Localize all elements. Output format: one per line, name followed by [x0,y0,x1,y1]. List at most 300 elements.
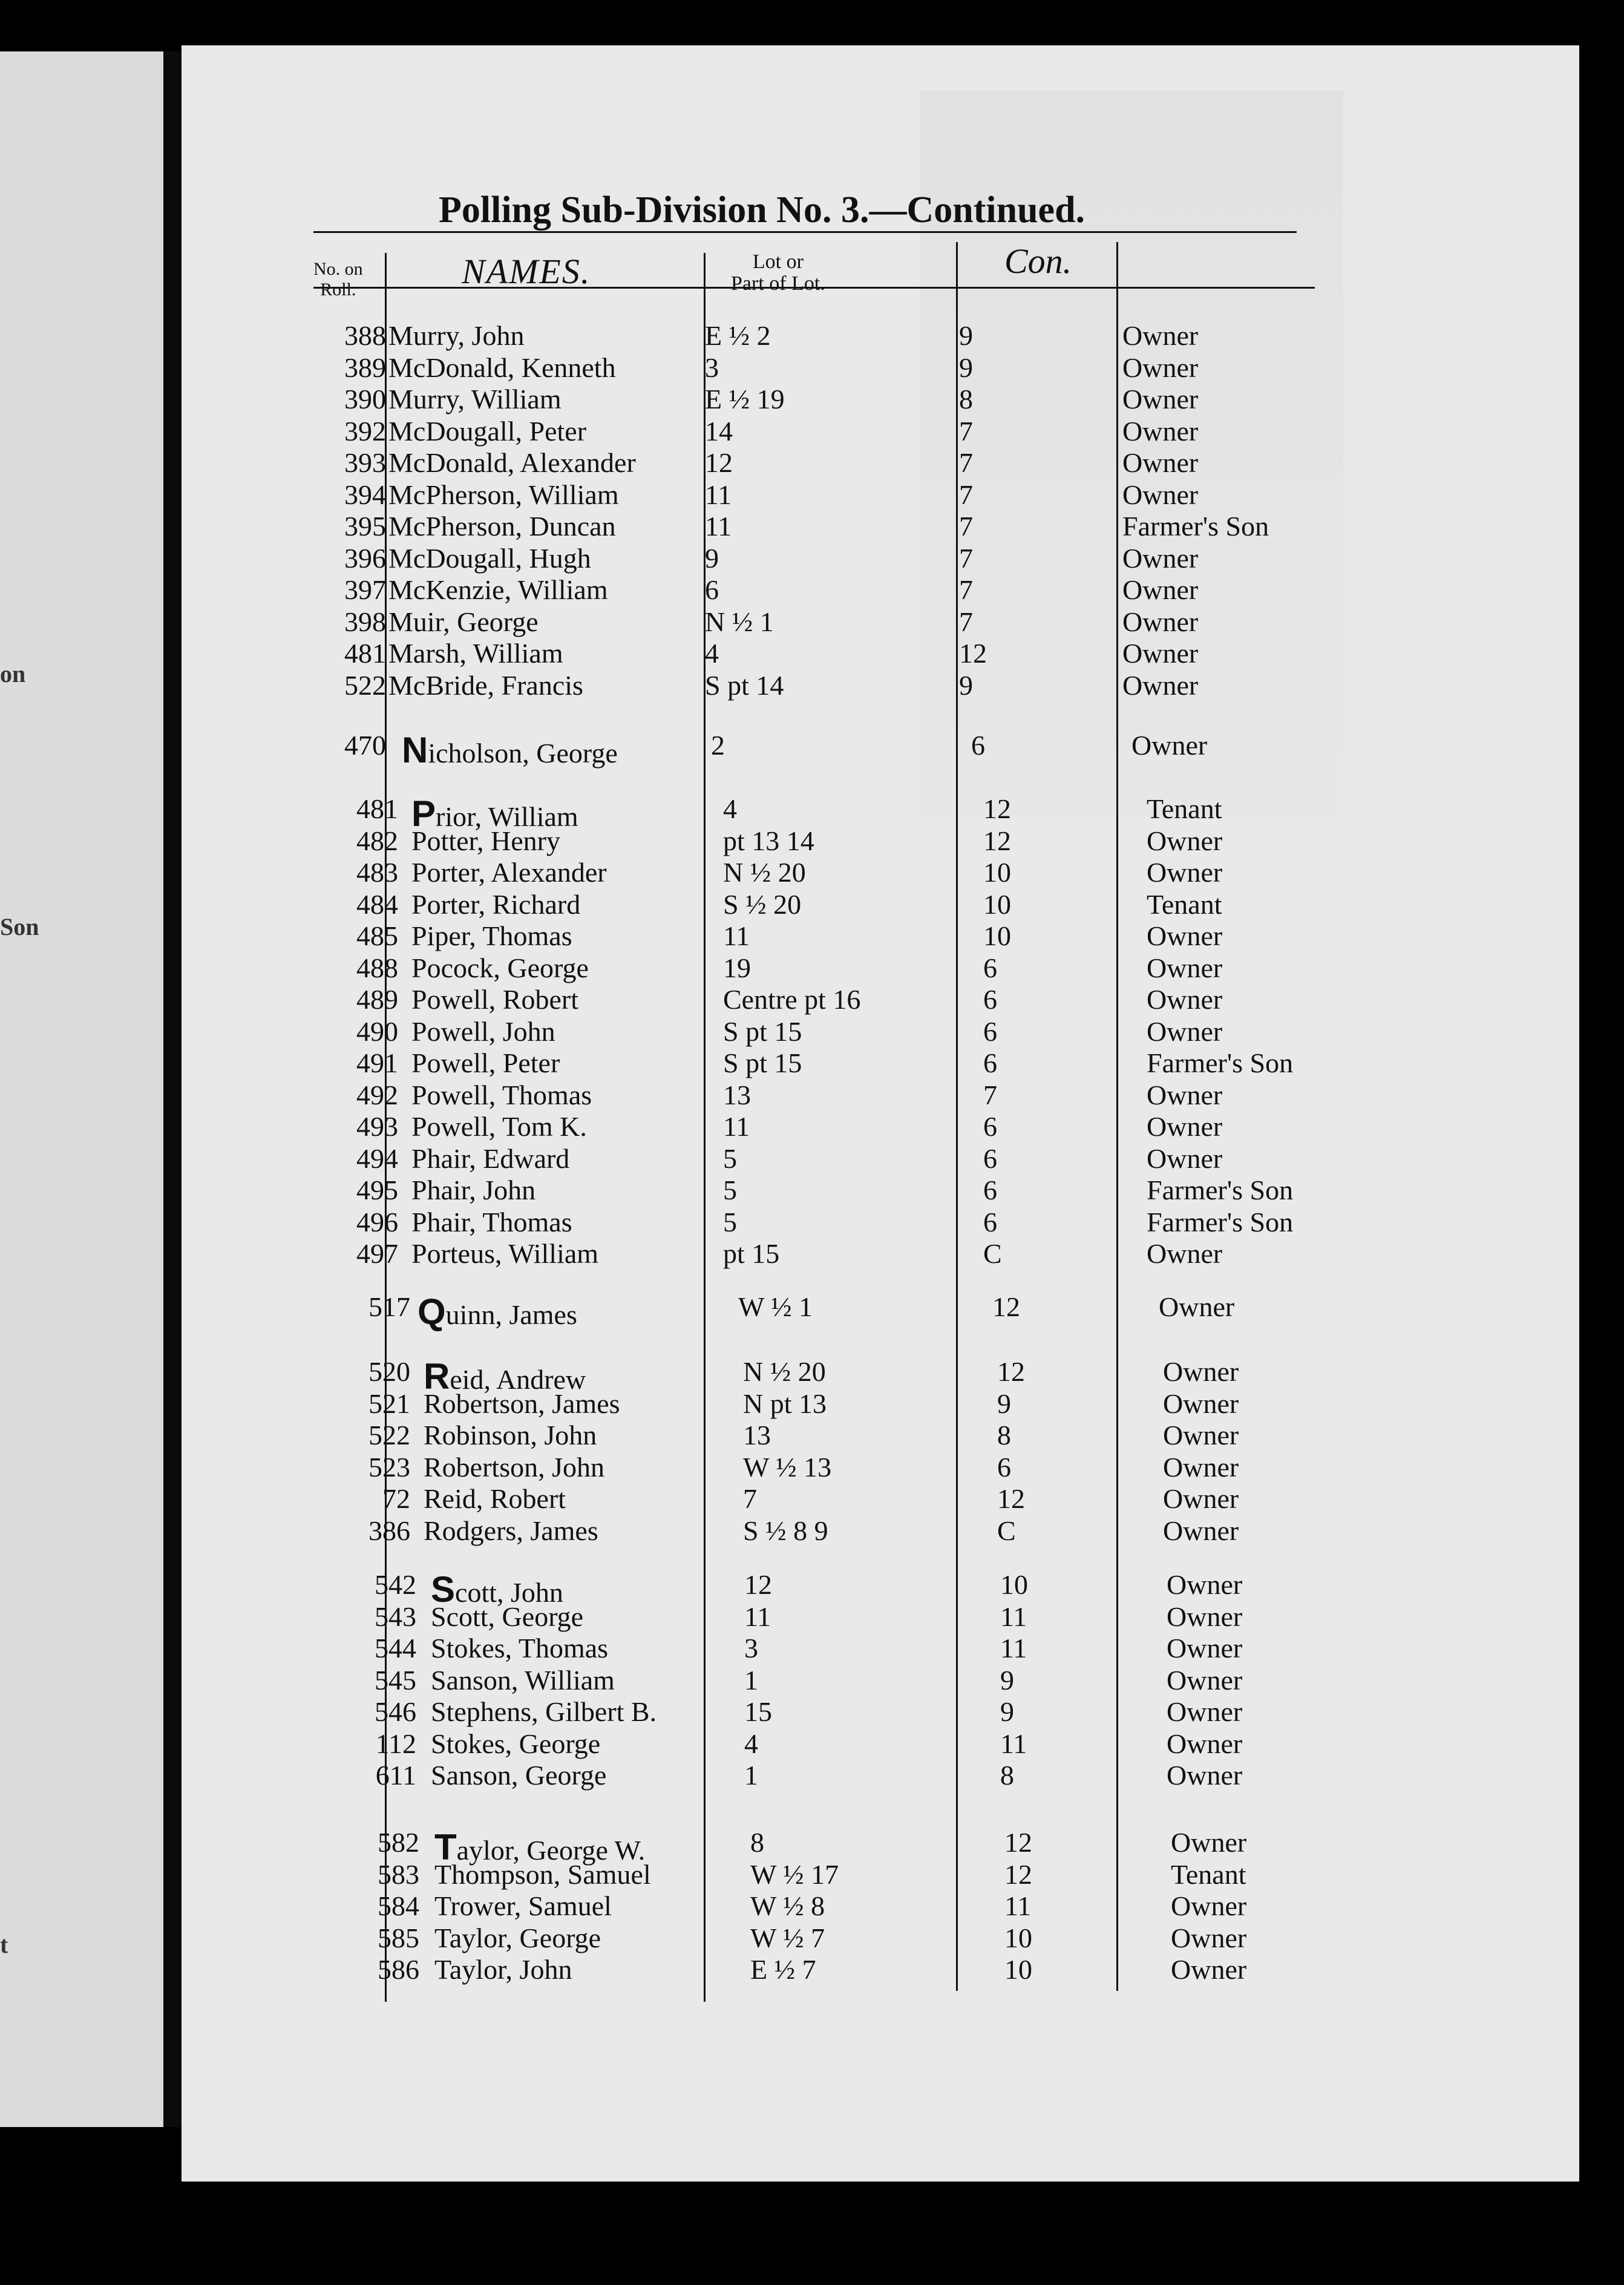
list-item [0,1291,1573,1332]
lot-value: 12 [744,1569,772,1600]
concession-value: 6 [983,1047,997,1078]
concession-value: 6 [983,1142,997,1174]
list-item [0,542,1573,575]
voter-name [411,920,572,952]
voter-name [431,1759,606,1791]
voter-name-text: Powell, Robert [411,984,578,1015]
concession-value: 6 [983,952,997,983]
voter-name [388,574,608,606]
status-value: Owner [1122,542,1199,574]
lot-value: S pt 15 [723,1015,802,1047]
list-item [0,320,1573,352]
voter-name [388,479,619,511]
lot-value: E ½ 2 [705,320,771,351]
lot-value: W ½ 7 [750,1922,825,1953]
list-item [0,1632,1573,1665]
lot-value: 11 [744,1601,771,1632]
lot-value: W ½ 8 [750,1890,825,1921]
roll-number: 542 [375,1569,416,1600]
voter-name-text: Powell, Peter [411,1047,560,1078]
list-item [0,1483,1573,1515]
list-item [0,729,1573,770]
voter-name-text: Stokes, George [431,1728,601,1759]
roll-number: 495 [356,1175,398,1205]
concession-value: 10 [1004,1922,1032,1953]
voter-name [388,542,591,574]
list-item [0,606,1573,638]
concession-value: 7 [959,447,973,478]
lot-value: 3 [705,352,719,383]
voter-name [411,1206,572,1238]
concession-value: 8 [1000,1760,1014,1791]
voter-name [411,1238,598,1270]
status-value: Owner [1147,825,1223,856]
roll-number: 481 [356,793,398,824]
voter-name [411,952,589,984]
voter-name-text: cott, John [455,1577,563,1608]
roll-number: 494 [356,1142,398,1174]
status-value: Owner [1122,447,1199,478]
roll-number: 523 [368,1451,410,1483]
voter-name [431,1601,583,1633]
list-item [0,1206,1573,1239]
roll-number: 490 [356,1015,398,1047]
status-value: Farmer's Son [1122,511,1269,542]
concession-value: 9 [1000,1696,1014,1727]
concession-value: 9 [959,352,973,383]
lot-value: 5 [723,1175,737,1205]
concession-value: 8 [997,1420,1011,1451]
concession-value: 10 [983,920,1011,951]
voter-name-text: Robertson, James [424,1388,620,1419]
section-initial: N [402,730,428,770]
voter-name [424,1483,566,1515]
status-value: Owner [1147,1015,1223,1047]
lot-value: W ½ 13 [743,1451,832,1483]
status-value: Owner [1167,1633,1243,1664]
header-top-rule [313,231,1297,233]
voter-name [434,1858,651,1890]
roll-number: 488 [356,952,398,983]
voter-name-text: Powell, Thomas [411,1079,592,1110]
concession-value: 7 [959,574,973,605]
list-item [0,888,1573,921]
header-no-line1: No. on [313,259,363,279]
list-item [0,1759,1573,1792]
lot-value: 14 [705,415,733,447]
lot-value: W ½ 17 [750,1858,839,1890]
status-value: Owner [1163,1356,1239,1387]
list-item [0,510,1573,543]
page-title: Polling Sub-Division No. 3.—Continued. [439,189,1085,231]
roll-number: 493 [356,1111,398,1142]
voter-name-text: Thompson, Samuel [434,1858,651,1890]
voter-name [402,729,618,771]
voter-name-text: Trower, Samuel [434,1890,612,1921]
concession-value: 11 [1000,1728,1027,1759]
status-value: Tenant [1147,888,1222,920]
roll-number: 392 [344,415,386,447]
voter-name-text: McDougall, Hugh [388,542,591,574]
header-lot [731,251,825,295]
roll-number: 481 [344,638,386,669]
status-value: Owner [1171,1890,1247,1921]
voter-name-text: Robinson, John [424,1420,597,1451]
voter-name [411,1047,560,1079]
list-item [0,825,1573,857]
status-value: Owner [1163,1515,1239,1546]
concession-value: 6 [971,730,985,761]
roll-number: 491 [356,1047,398,1078]
voter-name [424,1388,620,1420]
list-item [0,415,1573,448]
voter-name-text: McBride, Francis [388,669,583,701]
header-lot-line2: Part of Lot. [731,272,825,295]
section-initial: P [411,793,436,834]
voter-name-text: Robertson, John [424,1451,604,1483]
status-value: Owner [1167,1569,1243,1600]
lot-value: N pt 13 [743,1388,827,1419]
roll-number: 522 [344,669,386,701]
voter-name-text: Stephens, Gilbert B. [431,1696,657,1727]
voter-name [434,1922,601,1954]
lot-value: 11 [705,511,732,542]
concession-value: 6 [983,1111,997,1142]
status-value: Owner [1147,1111,1223,1142]
status-value: Tenant [1147,793,1222,824]
voter-name [388,352,616,384]
status-value: Owner [1147,952,1223,983]
voter-name [388,447,636,479]
status-value: Owner [1122,669,1199,701]
left-margin-fragment: t [0,1931,8,1958]
voter-name-text: Porter, Alexander [411,857,607,888]
roll-number: 496 [356,1206,398,1238]
concession-value: 12 [983,793,1011,824]
lot-value: pt 13 14 [723,825,814,856]
lot-value: pt 15 [723,1238,780,1269]
voter-name [411,983,578,1015]
voter-name [431,1728,600,1760]
concession-value: 6 [983,1015,997,1047]
lot-value: Centre pt 16 [723,984,861,1015]
left-margin-fragment: on [0,660,26,687]
voter-name [411,1174,535,1206]
roll-number: 522 [368,1420,410,1451]
lot-value: 4 [705,638,719,669]
roll-number: 395 [344,511,386,542]
status-value: Owner [1163,1483,1239,1514]
list-item [0,983,1573,1016]
voter-name [411,856,607,888]
voter-name-text: Potter, Henry [411,825,560,856]
status-value: Farmer's Son [1147,1206,1294,1238]
status-value: Owner [1163,1451,1239,1483]
left-margin-fragment: Son [0,913,39,940]
roll-number: 470 [344,730,386,761]
roll-number: 388 [344,320,386,351]
status-value: Owner [1122,638,1199,669]
concession-value: 10 [1000,1569,1028,1600]
voter-name [388,669,583,701]
concession-value: 9 [997,1388,1011,1419]
concession-value: 11 [1000,1633,1027,1664]
list-item [0,352,1573,384]
roll-number: 398 [344,606,386,637]
list-item [0,1451,1573,1484]
concession-value: 10 [1004,1954,1032,1985]
voter-name [388,320,524,352]
voter-name [388,637,563,669]
concession-value: 6 [983,984,997,1015]
roll-number: 393 [344,447,386,478]
status-value: Farmer's Son [1147,1047,1294,1078]
voter-name [411,1142,569,1175]
status-value: Owner [1122,479,1199,510]
concession-value: 12 [997,1356,1025,1387]
status-value: Owner [1122,352,1199,383]
voter-name-text: Reid, Robert [424,1483,566,1514]
lot-value: E ½ 7 [750,1954,816,1985]
list-item [0,1110,1573,1143]
voter-name-text: Rodgers, James [424,1515,598,1546]
lot-value: N ½ 20 [723,857,806,888]
lot-value: S pt 14 [705,669,784,701]
list-item [0,920,1573,952]
header-lot-line1: Lot or [752,251,804,273]
status-value: Owner [1122,320,1199,351]
voter-name [424,1419,597,1451]
roll-number: 482 [356,825,398,856]
status-value: Farmer's Son [1147,1175,1294,1205]
lot-value: 13 [743,1420,771,1451]
voter-name-text: Phair, John [411,1175,536,1205]
concession-value: 6 [997,1451,1011,1483]
section-initial: T [434,1827,457,1867]
roll-number: 517 [368,1291,410,1322]
list-item [0,574,1573,606]
roll-number: 586 [378,1954,419,1985]
voter-name [431,1632,608,1664]
voter-name-text: aylor, George W. [456,1835,646,1866]
status-value: Owner [1159,1291,1235,1322]
list-item [0,1728,1573,1760]
concession-value: 7 [959,511,973,542]
list-item [0,669,1573,702]
concession-value: 6 [983,1206,997,1238]
concession-value: 10 [983,857,1011,888]
voter-name [424,1451,604,1483]
concession-value: 11 [1000,1601,1027,1632]
voter-name-text: uinn, James [445,1299,577,1330]
concession-value: 11 [1004,1890,1032,1921]
voter-name [431,1664,615,1696]
voter-name-text: McDougall, Peter [388,415,587,447]
voter-name-text: McPherson, Duncan [388,511,616,542]
status-value: Owner [1163,1420,1239,1451]
status-value: Owner [1122,574,1199,605]
roll-number: 544 [375,1633,416,1664]
voter-name-text: Marsh, William [388,638,563,669]
list-item [0,1664,1573,1697]
lot-value: 2 [711,730,725,761]
roll-number: 583 [378,1858,419,1890]
status-value: Owner [1167,1760,1243,1791]
list-item [0,1079,1573,1112]
concession-value: 12 [1004,1858,1032,1890]
lot-value: 6 [705,574,719,605]
list-item [0,1174,1573,1207]
roll-number: 397 [344,574,386,605]
list-item [0,1953,1573,1986]
voter-name-text: Taylor, George [434,1922,601,1953]
status-value: Owner [1171,1827,1247,1858]
lot-value: N ½ 1 [705,606,774,637]
voter-name-text: Murry, William [388,384,562,415]
voter-name-text: Sanson, George [431,1760,607,1791]
status-value: Owner [1147,1238,1223,1269]
lot-value: 4 [723,793,737,824]
list-item [0,1142,1573,1175]
concession-value: 9 [959,669,973,701]
concession-value: C [983,1238,1002,1269]
lot-value: S ½ 20 [723,888,802,920]
lot-value: 11 [705,479,732,510]
voter-name [434,1890,612,1922]
lot-value: 11 [723,920,750,951]
voter-name-text: rior, William [436,801,578,832]
list-item [0,1858,1573,1891]
roll-number: 611 [375,1760,416,1791]
lot-value: E ½ 19 [705,384,785,415]
voter-name [434,1953,572,1985]
header-con: Con. [1004,241,1072,281]
lot-value: 3 [744,1633,758,1664]
lot-value: S pt 15 [723,1047,802,1078]
voter-name-text: eid, Andrew [450,1364,586,1395]
concession-value: 7 [983,1079,997,1110]
roll-number: 72 [382,1483,410,1514]
voter-name-text: Phair, Thomas [411,1206,572,1238]
lot-value: 1 [744,1664,758,1696]
roll-number: 497 [356,1238,398,1269]
voter-name [431,1696,656,1728]
list-item [0,793,1573,834]
status-value: Owner [1122,415,1199,447]
status-value: Owner [1147,1142,1223,1174]
section-initial: R [424,1356,450,1397]
list-item [0,1356,1573,1397]
roll-number: 485 [356,920,398,951]
voter-name-text: Sanson, William [431,1664,615,1696]
voter-name [411,1110,587,1142]
lot-value: W ½ 1 [738,1291,813,1322]
voter-name [411,1079,592,1111]
status-value: Tenant [1171,1858,1246,1890]
list-item [0,1890,1573,1923]
concession-value: 9 [1000,1664,1014,1696]
roll-number: 546 [375,1696,416,1727]
concession-value: 7 [959,606,973,637]
header-no-line2: Roll. [320,280,356,300]
roll-number: 484 [356,888,398,920]
status-value: Owner [1167,1601,1243,1632]
roll-number: 543 [375,1601,416,1632]
roll-number: 394 [344,479,386,510]
list-item [0,952,1573,985]
list-item [0,1238,1573,1270]
status-value: Owner [1167,1664,1243,1696]
voter-name-text: Pocock, George [411,952,589,983]
voter-name [424,1515,598,1547]
lot-value: 19 [723,952,751,983]
concession-value: 9 [959,320,973,351]
status-value: Owner [1147,984,1223,1015]
concession-value: 7 [959,415,973,447]
concession-value: 12 [997,1483,1025,1514]
list-item [0,1047,1573,1080]
header-names: NAMES. [462,252,591,291]
lot-value: 11 [723,1111,750,1142]
lot-value: 5 [723,1206,737,1238]
concession-value: 8 [959,384,973,415]
lot-value: 8 [750,1827,764,1858]
list-item [0,447,1573,479]
lot-value: 13 [723,1079,751,1110]
list-item [0,383,1573,416]
section-initial: Q [417,1291,446,1332]
voter-name-text: Powell, Tom K. [411,1111,587,1142]
voter-name [411,825,560,857]
status-value: Owner [1167,1728,1243,1759]
concession-value: 12 [983,825,1011,856]
voter-name-text: Phair, Edward [411,1142,570,1174]
header-no-on-roll [313,259,363,300]
list-item [0,856,1573,889]
status-value: Owner [1167,1696,1243,1727]
lot-value: 9 [705,542,719,574]
lot-value: 12 [705,447,733,478]
voter-name-text: McDonald, Kenneth [388,352,616,383]
list-item [0,1696,1573,1728]
roll-number: 582 [378,1827,419,1858]
lot-value: 5 [723,1142,737,1174]
roll-number: 545 [375,1664,416,1696]
roll-number: 489 [356,984,398,1015]
status-value: Owner [1131,730,1208,761]
concession-value: 10 [983,888,1011,920]
voter-name [388,415,586,447]
voter-name [388,383,562,415]
voter-name-text: Murry, John [388,320,525,351]
voter-name-text: Scott, George [431,1601,584,1632]
concession-value: 7 [959,542,973,574]
list-item [0,1569,1573,1610]
voter-name-text: Muir, George [388,606,539,637]
roll-number: 520 [368,1356,410,1387]
lot-value: 4 [744,1728,758,1759]
roll-number: 584 [378,1890,419,1921]
roll-number: 396 [344,542,386,574]
lot-value: S ½ 8 9 [743,1515,828,1546]
voter-name-text: McKenzie, William [388,574,608,605]
voter-name-text: Powell, John [411,1015,555,1047]
voter-name [411,888,580,920]
concession-value: C [997,1515,1016,1546]
status-value: Owner [1122,606,1199,637]
roll-number: 492 [356,1079,398,1110]
roll-number: 386 [368,1515,410,1546]
